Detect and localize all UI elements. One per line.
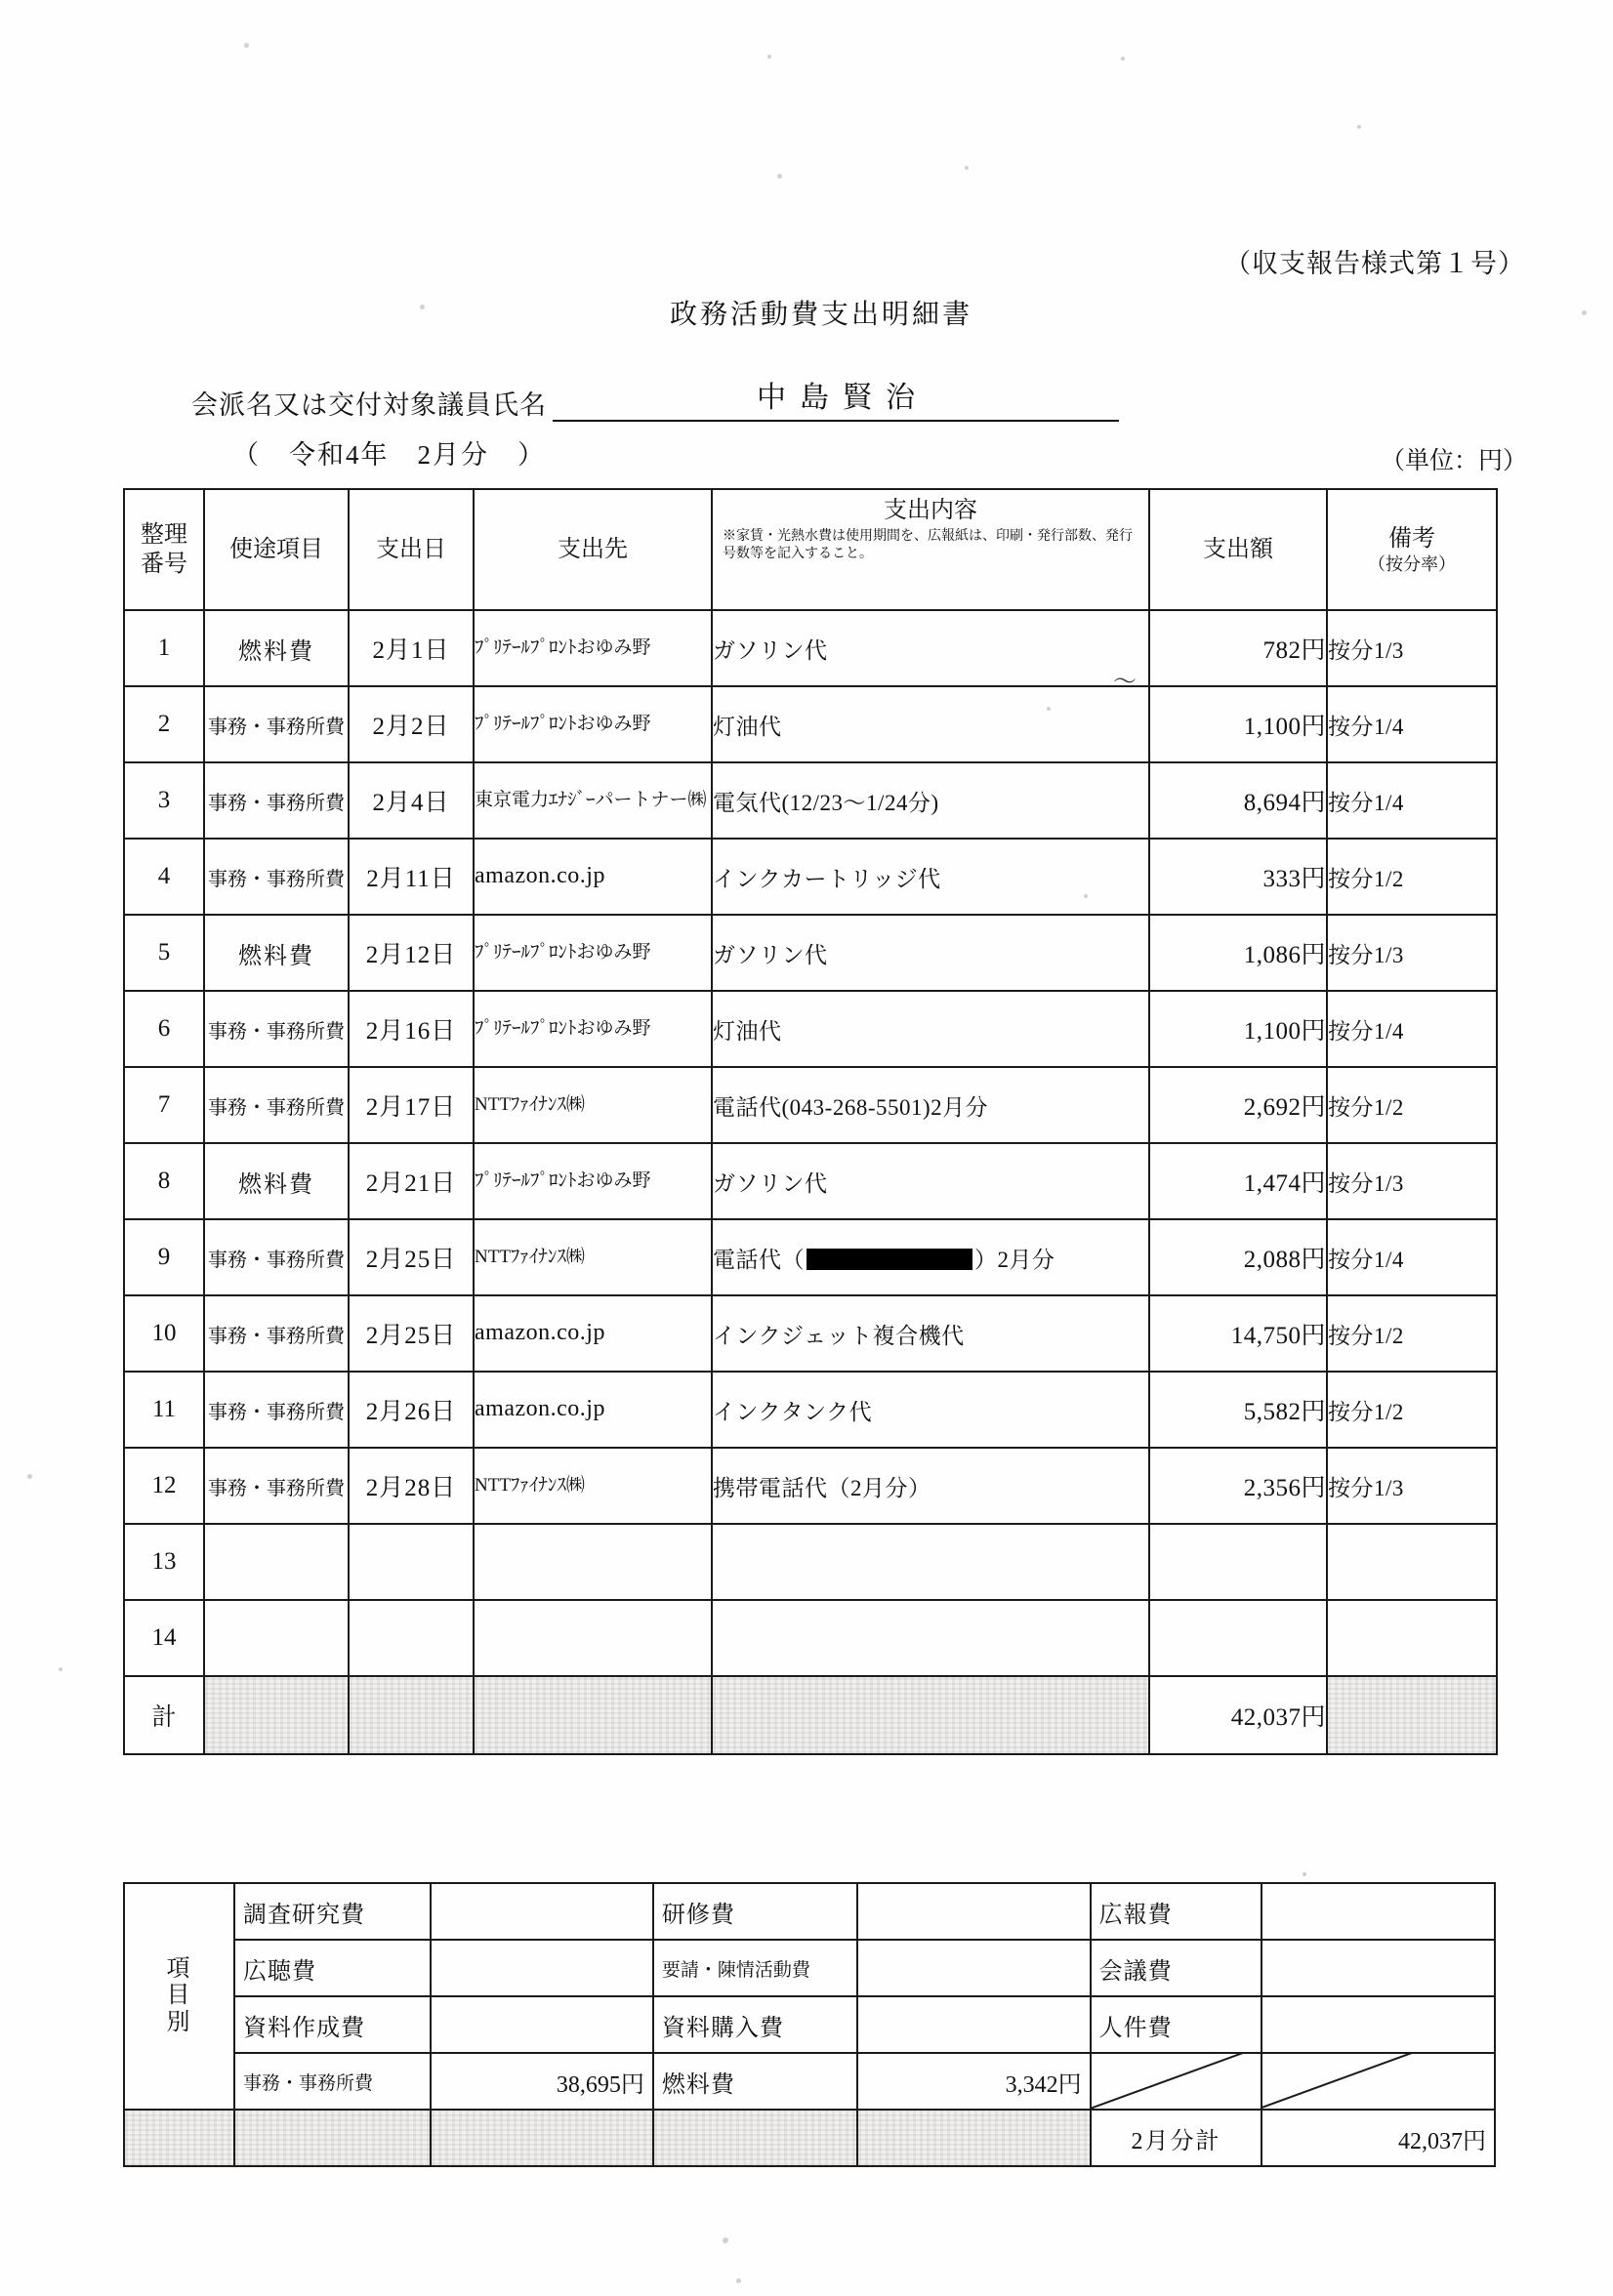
summary-label-material-purchase: 資料購入費: [653, 1996, 857, 2053]
cell-no: 7: [124, 1067, 204, 1143]
grand-total-value: 42,037円: [1261, 2110, 1495, 2166]
cell-note: 按分1/4: [1327, 991, 1497, 1067]
cell-payee: [474, 1524, 712, 1600]
cell-description: [712, 1600, 1149, 1676]
summary-value-personnel: [1261, 1996, 1495, 2053]
cell-item: 事務・事務所費: [204, 1219, 349, 1295]
col-header-amount: 支出額: [1149, 489, 1327, 610]
form-number: （収支報告様式第１号）: [1224, 249, 1525, 278]
cell-payee: NTTﾌｧｲﾅﾝｽ㈱: [474, 1067, 712, 1143]
table-row: [124, 1143, 1497, 1219]
summary-value-meeting: [1261, 1940, 1495, 1996]
cell-item: 事務・事務所費: [204, 991, 349, 1067]
cell-payee: amazon.co.jp: [474, 1295, 712, 1372]
summary-row: [124, 2053, 1495, 2110]
summary-value-pr: [1261, 1883, 1495, 1940]
cell-item: 事務・事務所費: [204, 762, 349, 839]
scan-speck: [27, 1474, 32, 1479]
cell-no: 12: [124, 1448, 204, 1524]
cell-no: 6: [124, 991, 204, 1067]
cell-description: 灯油代: [712, 991, 1149, 1067]
cell-date: 2月11日: [349, 839, 474, 915]
cell-note: 按分1/3: [1327, 1143, 1497, 1219]
table-header-row: [124, 489, 1497, 610]
summary-label-pr: 広報費: [1091, 1883, 1262, 1940]
period-label: （ 令和4年 2月分 ）: [232, 440, 546, 470]
scan-speck: [723, 2237, 728, 2243]
expense-table-body: [124, 610, 1497, 1754]
handwritten-mark: 〜: [1113, 670, 1137, 695]
cell-description: ガソリン代: [712, 610, 1149, 686]
cell-description: [712, 1524, 1149, 1600]
summary-value-fuel: 3,342円: [857, 2053, 1091, 2110]
cell-payee: amazon.co.jp: [474, 1372, 712, 1448]
cell-amount: [1149, 1524, 1327, 1600]
cell-description: ガソリン代: [712, 915, 1149, 991]
total-blank-description: [712, 1676, 1149, 1754]
summary-label-fuel: 燃料費: [653, 2053, 857, 2110]
cell-amount: 1,474円: [1149, 1143, 1327, 1219]
cell-amount: 782円: [1149, 610, 1327, 686]
scan-speck: [767, 55, 771, 59]
cell-payee: NTTﾌｧｲﾅﾝｽ㈱: [474, 1448, 712, 1524]
table-row: [124, 1295, 1497, 1372]
cell-no: 14: [124, 1600, 204, 1676]
cell-payee: amazon.co.jp: [474, 839, 712, 915]
page-title: 政務活動費支出明細書: [669, 300, 972, 330]
cell-item: 事務・事務所費: [204, 1372, 349, 1448]
cell-payee: 東京電力ｴﾅｼﾞｰパートナー㈱: [474, 762, 712, 839]
cell-date: 2月26日: [349, 1372, 474, 1448]
cell-amount: 2,692円: [1149, 1067, 1327, 1143]
cell-item: 事務・事務所費: [204, 1067, 349, 1143]
cell-payee: ﾌﾟﾘﾃｰﾙﾌﾟﾛﾝﾄおゆみ野: [474, 991, 712, 1067]
table-row: [124, 1448, 1497, 1524]
table-row: [124, 1600, 1497, 1676]
scan-speck: [244, 43, 249, 48]
table-row: [124, 1219, 1497, 1295]
cell-date: 2月12日: [349, 915, 474, 991]
cell-note: 按分1/4: [1327, 762, 1497, 839]
cell-description: 電気代(12/23〜1/24分): [712, 762, 1149, 839]
cell-no: 4: [124, 839, 204, 915]
category-summary-table: [123, 1882, 1496, 2167]
total-amount: 42,037円: [1149, 1676, 1327, 1754]
cell-note: 按分1/2: [1327, 1295, 1497, 1372]
cell-payee: NTTﾌｧｲﾅﾝｽ㈱: [474, 1219, 712, 1295]
summary-label-listening: 広聴費: [234, 1940, 431, 1996]
cell-note: 按分1/2: [1327, 1067, 1497, 1143]
summary-label-training: 研修費: [653, 1883, 857, 1940]
cell-date: 2月25日: [349, 1219, 474, 1295]
member-name-label: 会派名又は交付対象議員氏名: [191, 390, 547, 420]
cell-note: [1327, 1524, 1497, 1600]
cell-date: 2月25日: [349, 1295, 474, 1372]
cell-note: 按分1/3: [1327, 1448, 1497, 1524]
total-blank-item: [204, 1676, 349, 1754]
summary-side-label-3: 別: [166, 2009, 192, 2035]
cell-amount: 2,356円: [1149, 1448, 1327, 1524]
summary-side-label: [124, 1883, 234, 2110]
cell-amount: 1,100円: [1149, 991, 1327, 1067]
scan-speck: [1303, 1872, 1306, 1876]
summary-row: [124, 1996, 1495, 2053]
col-header-note: 備考 （按分率）: [1327, 489, 1497, 610]
cell-item: 燃料費: [204, 1143, 349, 1219]
scan-speck: [777, 174, 782, 179]
summary-value-research: [431, 1883, 653, 1940]
scan-speck: [1121, 57, 1125, 61]
member-name-row: [191, 373, 1119, 422]
cell-payee: ﾌﾟﾘﾃｰﾙﾌﾟﾛﾝﾄおゆみ野: [474, 686, 712, 762]
table-row: [124, 686, 1497, 762]
cell-date: 2月2日: [349, 686, 474, 762]
cell-item: 事務・事務所費: [204, 686, 349, 762]
total-blank-date: [349, 1676, 474, 1754]
table-row: [124, 1524, 1497, 1600]
redaction-bar: [806, 1249, 972, 1270]
cell-no: 11: [124, 1372, 204, 1448]
summary-value-material-purchase: [857, 1996, 1091, 2053]
cell-note: 按分1/4: [1327, 1219, 1497, 1295]
cell-payee: ﾌﾟﾘﾃｰﾙﾌﾟﾛﾝﾄおゆみ野: [474, 610, 712, 686]
cell-date: 2月1日: [349, 610, 474, 686]
summary-label-personnel: 人件費: [1091, 1996, 1262, 2053]
cell-date: 2月28日: [349, 1448, 474, 1524]
summary-row: [124, 1940, 1495, 1996]
summary-grand-row: [124, 2110, 1495, 2166]
cell-note: 按分1/3: [1327, 915, 1497, 991]
cell-amount: 1,100円: [1149, 686, 1327, 762]
cell-payee: [474, 1600, 712, 1676]
cell-description: インクカートリッジ代: [712, 839, 1149, 915]
cell-item: 燃料費: [204, 610, 349, 686]
unit-label: （単位：円）: [1380, 448, 1527, 474]
cell-date: [349, 1524, 474, 1600]
table-row: [124, 1067, 1497, 1143]
table-row: [124, 915, 1497, 991]
table-total-row: [124, 1676, 1497, 1754]
cell-note: 按分1/4: [1327, 686, 1497, 762]
cell-date: [349, 1600, 474, 1676]
cell-item: 事務・事務所費: [204, 1295, 349, 1372]
table-row: [124, 610, 1497, 686]
scan-speck: [59, 1667, 62, 1671]
col-header-item: 使途項目: [204, 489, 349, 610]
cell-date: 2月4日: [349, 762, 474, 839]
cell-amount: 8,694円: [1149, 762, 1327, 839]
cell-amount: [1149, 1600, 1327, 1676]
summary-blank-slash-left: [1091, 2053, 1262, 2110]
table-row: [124, 1372, 1497, 1448]
cell-amount: 333円: [1149, 839, 1327, 915]
col-header-no: 整理 番号: [124, 489, 204, 610]
cell-description: ガソリン代: [712, 1143, 1149, 1219]
grand-blank-3: [653, 2110, 857, 2166]
grand-blank-side: [124, 2110, 234, 2166]
summary-row: [124, 1883, 1495, 1940]
cell-item: [204, 1524, 349, 1600]
member-name-value: 中島賢治: [553, 373, 1119, 422]
table-row: [124, 839, 1497, 915]
summary-value-petition: [857, 1940, 1091, 1996]
col-header-payee: 支出先: [474, 489, 712, 610]
cell-payee: ﾌﾟﾘﾃｰﾙﾌﾟﾛﾝﾄおゆみ野: [474, 1143, 712, 1219]
table-row: [124, 762, 1497, 839]
cell-amount: 14,750円: [1149, 1295, 1327, 1372]
grand-blank-4: [857, 2110, 1091, 2166]
summary-label-office: 事務・事務所費: [234, 2053, 431, 2110]
cell-amount: 2,088円: [1149, 1219, 1327, 1295]
cell-payee: ﾌﾟﾘﾃｰﾙﾌﾟﾛﾝﾄおゆみ野: [474, 915, 712, 991]
summary-label-meeting: 会議費: [1091, 1940, 1262, 1996]
cell-item: 燃料費: [204, 915, 349, 991]
summary-value-listening: [431, 1940, 653, 1996]
cell-note: 按分1/2: [1327, 1372, 1497, 1448]
cell-no: 8: [124, 1143, 204, 1219]
cell-description: 携帯電話代（2月分）: [712, 1448, 1149, 1524]
cell-no: 3: [124, 762, 204, 839]
cell-date: 2月16日: [349, 991, 474, 1067]
table-row: [124, 991, 1497, 1067]
cell-description: 電話代(043-268-5501)2月分: [712, 1067, 1149, 1143]
summary-value-training: [857, 1883, 1091, 1940]
grand-blank-1: [234, 2110, 431, 2166]
description-suffix: ）2月分: [974, 1247, 1055, 1272]
cell-note: 按分1/3: [1327, 610, 1497, 686]
summary-label-petition: 要請・陳情活動費: [653, 1940, 857, 1996]
scan-speck: [736, 2278, 741, 2283]
total-blank-note: [1327, 1676, 1497, 1754]
scan-speck: [965, 166, 969, 170]
cell-no: 9: [124, 1219, 204, 1295]
expense-table: [123, 488, 1498, 1755]
summary-label-material-creation: 資料作成費: [234, 1996, 431, 2053]
col-header-date: 支出日: [349, 489, 474, 610]
cell-description: インクタンク代: [712, 1372, 1149, 1448]
cell-no: 5: [124, 915, 204, 991]
grand-total-label: 2月分計: [1091, 2110, 1262, 2166]
col-header-description: 支出内容 ※家賃・光熱水費は使用期間を、広報紙は、印刷・発行部数、発行号数等を記入すること。: [712, 489, 1149, 610]
cell-item: 事務・事務所費: [204, 1448, 349, 1524]
scan-speck: [1357, 125, 1361, 129]
cell-description: インクジェット複合機代: [712, 1295, 1149, 1372]
summary-label-research: 調査研究費: [234, 1883, 431, 1940]
cell-no: 1: [124, 610, 204, 686]
cell-amount: 1,086円: [1149, 915, 1327, 991]
cell-item: [204, 1600, 349, 1676]
cell-no: 13: [124, 1524, 204, 1600]
cell-note: 按分1/2: [1327, 839, 1497, 915]
summary-value-office: 38,695円: [431, 2053, 653, 2110]
description-prefix: 電話代（: [713, 1247, 805, 1272]
cell-no: 2: [124, 686, 204, 762]
cell-description: [712, 1219, 1149, 1295]
total-label: 計: [124, 1676, 204, 1754]
summary-side-label-2: 目: [166, 1983, 192, 2009]
cell-item: 事務・事務所費: [204, 839, 349, 915]
cell-no: 10: [124, 1295, 204, 1372]
summary-value-material-creation: [431, 1996, 653, 2053]
cell-date: 2月21日: [349, 1143, 474, 1219]
cell-description: 灯油代: [712, 686, 1149, 762]
summary-blank-slash-right: [1261, 2053, 1495, 2110]
cell-amount: 5,582円: [1149, 1372, 1327, 1448]
cell-note: [1327, 1600, 1497, 1676]
cell-date: 2月17日: [349, 1067, 474, 1143]
grand-blank-2: [431, 2110, 653, 2166]
total-blank-payee: [474, 1676, 712, 1754]
summary-side-label-1: 項: [166, 1955, 192, 1982]
